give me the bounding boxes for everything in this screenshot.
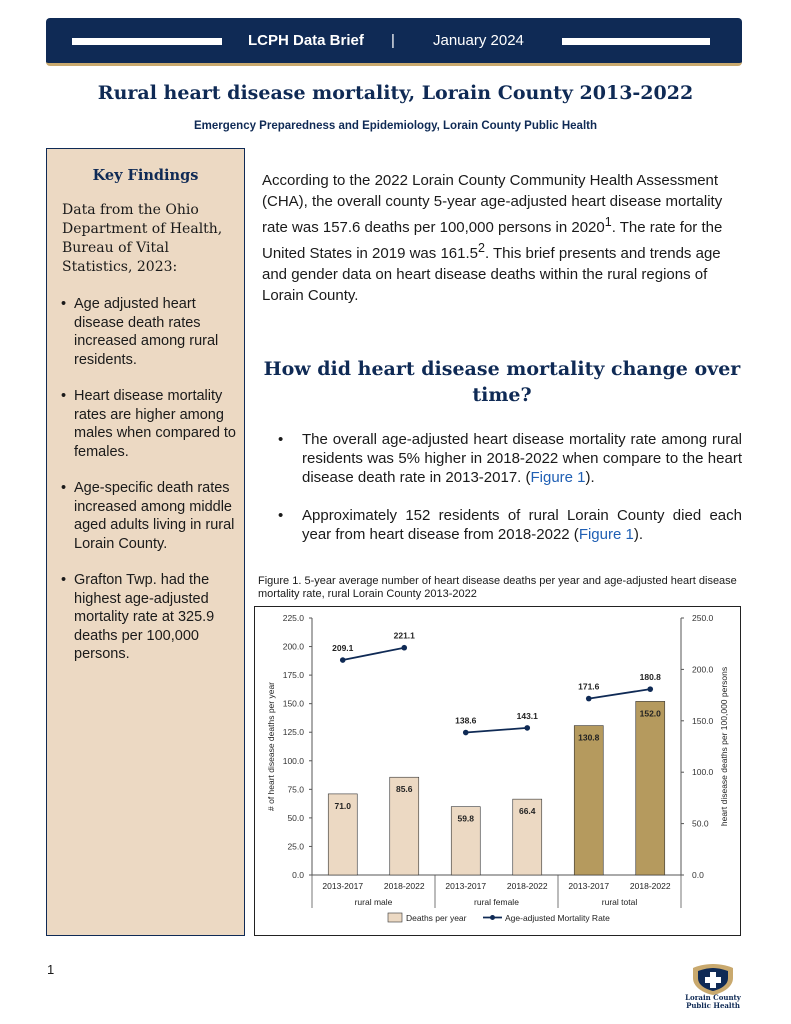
- legend-bar-swatch: [388, 913, 402, 922]
- y2-tick-label: 200.0: [692, 664, 714, 675]
- x-tick-label: 2013-2017: [568, 881, 610, 891]
- rate-point: [524, 725, 530, 731]
- intro-footnote-2: 2: [477, 241, 485, 255]
- rate-point: [401, 645, 407, 651]
- bar-value-label: 152.0: [639, 708, 661, 719]
- bullet-text: The overall age-adjusted heart disease mortality rate among rural residents was 5% higher in 2018-2022 when compare to the heart disease death rate in 2013-2017. (: [302, 431, 742, 486]
- figure-caption: Figure 1. 5-year average number of heart disease deaths per year and age-adjusted heart disease mortality rate, rural Lorain County 2013-2022: [258, 575, 737, 600]
- bullet-text-end: ).: [585, 469, 595, 486]
- rate-line-segment: [466, 728, 528, 733]
- section-heading: How did heart disease mortality change over time?: [263, 358, 741, 406]
- intro-text-3: . This brief presents and trends age and gender data on heart disease deaths within the rural regions of Lorain County.: [262, 245, 721, 304]
- group-label: rural male: [354, 897, 393, 907]
- rate-value-label: 171.6: [578, 681, 600, 692]
- x-tick-label: 2013-2017: [445, 881, 487, 891]
- group-label: rural total: [601, 897, 638, 907]
- key-findings-list: [61, 295, 241, 682]
- key-finding-item: • Age-specific death rates increased among middle aged adults living in rural Lorain County.: [61, 479, 241, 553]
- rate-value-label: 138.6: [455, 715, 477, 726]
- bullet-text-end: ).: [633, 526, 644, 543]
- bar-value-label: 66.4: [518, 806, 536, 817]
- bar: [574, 726, 603, 875]
- banner-brief-label: LCPH Data Brief: [248, 32, 364, 49]
- rate-point: [340, 657, 346, 663]
- y-tick-label: 225.0: [282, 613, 304, 623]
- key-findings-heading: Key Findings: [92, 167, 199, 184]
- logo-line-1: Lorain County: [685, 993, 741, 1002]
- logo-text: [679, 994, 747, 1010]
- legend-line-marker: [490, 915, 495, 920]
- figure-1-chart: [254, 606, 741, 936]
- y-tick-label: 100.0: [282, 755, 304, 766]
- bar: [636, 701, 665, 875]
- banner-separator: |: [391, 32, 395, 49]
- x-tick-label: 2018-2022: [629, 881, 671, 891]
- lorain-county-public-health-logo: [683, 962, 743, 1016]
- intro-footnote-1: 1: [604, 215, 612, 229]
- rate-point: [586, 696, 592, 702]
- group-label: rural female: [474, 897, 519, 907]
- findings-bullets: [274, 430, 742, 563]
- x-tick-label: 2018-2022: [383, 881, 425, 891]
- figure-1-link[interactable]: Figure 1: [578, 526, 634, 543]
- y-tick-label: 125.0: [282, 727, 304, 738]
- y2-tick-label: 250.0: [692, 613, 714, 623]
- header-banner: [46, 18, 742, 66]
- bar-value-label: 71.0: [334, 800, 352, 811]
- y-tick-label: 150.0: [282, 698, 304, 709]
- x-tick-label: 2018-2022: [506, 881, 548, 891]
- legend-bar-label: Deaths per year: [406, 913, 467, 923]
- y-axis-title: # of heart disease deaths per year: [266, 682, 276, 811]
- rate-value-label: 209.1: [332, 643, 354, 654]
- bullet-item: [274, 430, 742, 487]
- y-tick-label: 200.0: [282, 641, 304, 652]
- key-finding-item: • Grafton Twp. had the highest age-adjusted mortality rate at 325.9 deaths per 100,000 persons.: [61, 571, 241, 664]
- y-tick-label: 25.0: [287, 841, 304, 852]
- bar-value-label: 85.6: [395, 784, 413, 795]
- legend-line-label: Age-adjusted Mortality Rate: [505, 913, 610, 923]
- logo-line-2: Public Health: [686, 1001, 740, 1010]
- shield-cross-icon: [683, 962, 743, 996]
- y-tick-label: 175.0: [282, 670, 304, 681]
- page-title: Rural heart disease mortality, Lorain County 2013-2022: [97, 82, 694, 104]
- x-tick-label: 2013-2017: [322, 881, 364, 891]
- banner-bar-right: [562, 38, 710, 45]
- banner-date: January 2024: [433, 32, 524, 49]
- rate-value-label: 221.1: [393, 630, 415, 641]
- y-tick-label: 50.0: [287, 812, 304, 823]
- y-tick-label: 75.0: [287, 784, 304, 795]
- rate-point: [463, 730, 469, 736]
- bullet-text: Approximately 152 residents of rural Lorain County died each year from heart disease from 2018-2022 (: [302, 507, 742, 543]
- key-findings-source: Data from the Ohio Department of Health, Bureau of Vital Statistics, 2023:: [62, 202, 223, 275]
- page-number: 1: [47, 962, 55, 977]
- chart-svg: [255, 607, 742, 937]
- key-finding-item: • Age adjusted heart disease death rates increased among rural residents.: [61, 295, 241, 369]
- rate-value-label: 143.1: [516, 710, 538, 721]
- intro-paragraph: [262, 170, 742, 306]
- rate-value-label: 180.8: [639, 672, 661, 683]
- banner-bar-left: [72, 38, 222, 45]
- rate-point: [647, 686, 653, 692]
- key-findings-sidebar: [46, 148, 245, 936]
- intro-text-1: According to the 2022 Lorain County Community Health Assessment (CHA), the overall county 5-year age-adjusted heart disease mortality rate was 157.6 deaths per 100,000 persons in 2020: [262, 172, 723, 236]
- y2-tick-label: 150.0: [692, 715, 714, 726]
- y2-tick-label: 50.0: [692, 818, 709, 829]
- key-finding-item: • Heart disease mortality rates are higher among males when compared to females.: [61, 387, 241, 461]
- y2-tick-label: 100.0: [692, 767, 714, 778]
- bullet-item: [274, 506, 742, 544]
- y2-axis-title: heart disease deaths per 100,000 persons: [719, 666, 729, 827]
- bar-value-label: 130.8: [578, 732, 600, 743]
- intro-text-2: . The rate for the United States in 2019 was 161.5: [262, 219, 723, 262]
- y-tick-label: 0.0: [292, 870, 304, 880]
- figure-1-link[interactable]: Figure 1: [530, 469, 586, 486]
- page-subtitle: Emergency Preparedness and Epidemiology, Lorain County Public Health: [193, 120, 598, 132]
- bar-value-label: 59.8: [457, 813, 475, 824]
- y2-tick-label: 0.0: [692, 870, 704, 880]
